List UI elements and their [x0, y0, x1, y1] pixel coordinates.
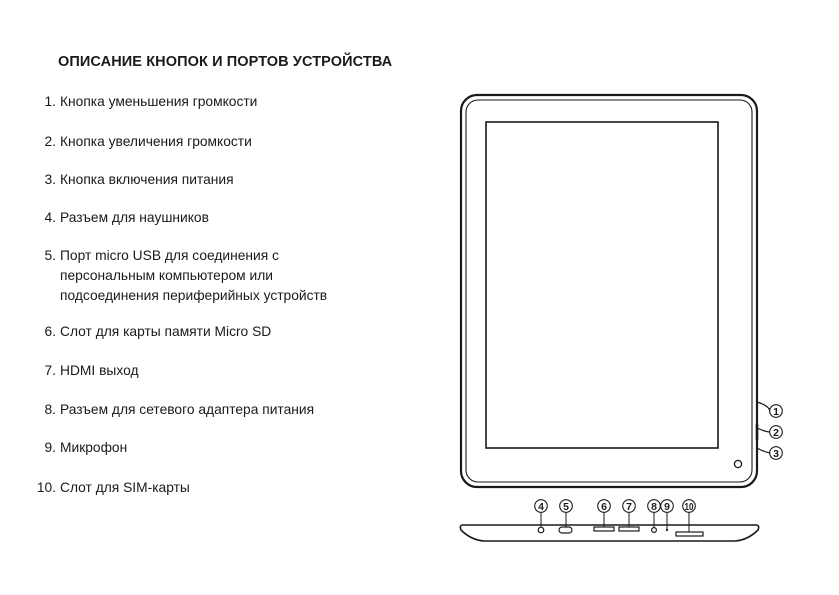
callout-3	[770, 447, 783, 460]
callout-label: 1	[773, 405, 779, 418]
list-item-text: Кнопка включения питания	[60, 172, 234, 187]
tablet-front	[461, 95, 757, 487]
list-item-text: Кнопка увеличения громкости	[60, 134, 252, 149]
list-item-number: 5.	[44, 248, 56, 263]
list-item-number: 3.	[44, 172, 56, 187]
callout-label: 9	[664, 500, 670, 513]
list-item-text: Разъем для наушников	[60, 210, 209, 225]
callout-10	[683, 500, 696, 513]
callout-label: 2	[773, 426, 779, 439]
list-item-text: персональным компьютером или	[60, 268, 273, 283]
callout-5	[560, 500, 573, 513]
list-item-text: Кнопка уменьшения громкости	[60, 94, 258, 109]
tablet-outer-frame	[461, 95, 757, 487]
callout-6	[598, 500, 611, 513]
list-item-number: 8.	[44, 402, 56, 417]
page-title: ОПИСАНИЕ КНОПОК И ПОРТОВ УСТРОЙСТВА	[58, 54, 393, 70]
list-item-text: Разъем для сетевого адаптера питания	[60, 402, 315, 417]
list-item-text: Слот для SIM-карты	[60, 480, 190, 495]
callout-7	[623, 500, 636, 513]
callout-label: 8	[651, 500, 657, 513]
list-item-number: 2.	[44, 134, 56, 149]
list-item-number: 1.	[44, 94, 56, 109]
list-item-text: Порт micro USB для соединения с	[60, 248, 279, 263]
list-item-text: Слот для карты памяти Micro SD	[60, 324, 272, 339]
callout-label: 5	[563, 500, 569, 513]
callout-2	[770, 426, 783, 439]
microphone-hole	[666, 529, 668, 531]
list-item-text: HDMI выход	[60, 363, 139, 378]
tablet-bottom-edge	[460, 512, 758, 541]
list-item-text: подсоединения периферийных устройств	[60, 288, 328, 303]
list-item-number: 9.	[44, 440, 56, 455]
callout-label: 6	[601, 500, 607, 513]
list-item-number: 10.	[36, 480, 56, 495]
callout-4	[535, 500, 548, 513]
side-callouts	[757, 402, 770, 453]
list-item-text: Микрофон	[60, 440, 128, 455]
list-item-number: 4.	[44, 210, 56, 225]
list-item-number: 7.	[44, 363, 56, 378]
callout-1	[770, 405, 783, 418]
callout-label: 7	[626, 500, 632, 513]
callout-label: 4	[538, 500, 544, 513]
callout-label: 3	[773, 447, 779, 460]
callout-8	[648, 500, 661, 513]
callout-9	[661, 500, 674, 513]
list-item-number: 6.	[44, 324, 56, 339]
callout-label: 10	[684, 500, 694, 513]
